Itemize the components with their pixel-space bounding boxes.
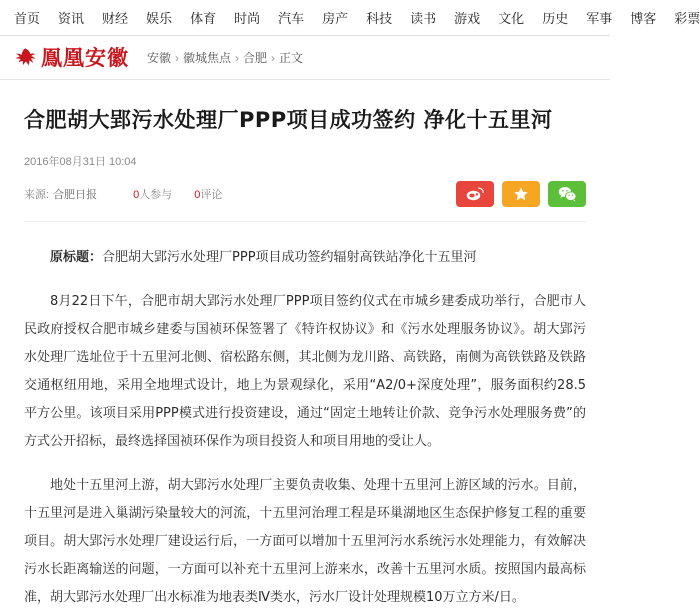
nav-item-finance[interactable]: 财经: [102, 11, 129, 26]
comments-label: 评论: [200, 189, 223, 202]
participants-count[interactable]: [133, 186, 172, 202]
article-header: [0, 80, 610, 222]
share-favorite-button[interactable]: [502, 181, 540, 207]
top-navigation-bar: [0, 0, 700, 36]
site-logo[interactable]: [14, 47, 129, 69]
participants-number: 0: [133, 189, 140, 202]
source-label: 来源:: [24, 189, 50, 202]
original-title-label: 原标题：: [50, 250, 103, 266]
page-title: 合肥胡大郢污水处理厂PPP项目成功签约 净化十五里河: [24, 108, 553, 132]
nav-item-tech[interactable]: 科技: [366, 11, 393, 26]
breadcrumb-item-huichengjiaodian[interactable]: 徽城焦点: [183, 51, 232, 65]
share-weibo-button[interactable]: [456, 181, 494, 207]
nav-item-books[interactable]: 读书: [410, 11, 437, 26]
nav-item-lottery[interactable]: 彩票: [674, 11, 700, 26]
article-paragraph-1: 8月22日下午，合肥市胡大郢污水处理厂PPP项目签约仪式在市城乡建委成功举行，合肥市人民政府授权合肥市城乡建委与国祯环保签署了《特许权协议》和《污水处理服务协议》。胡大郢污水处理厂选址位于十五里河北侧、宿松路东侧，其北侧为龙川路、高铁路，南侧为高铁铁路及铁路交通枢纽用地，采用全地埋式设计，地上为景观绿化，采用“A2/0+深度处理”，服务面积约28.5平方公里。该项目采用PPP模式进行投资建设，通过“固定土地转让价款、竞争污水处理服务费”的方式公开招标，最终选择国祯环保作为项目投资人和项目用地的受让人。: [24, 294, 586, 450]
nav-item-history[interactable]: 历史: [542, 11, 569, 26]
breadcrumb-separator: ›: [175, 50, 180, 65]
comments-count[interactable]: [194, 186, 222, 202]
nav-item-games[interactable]: 游戏: [454, 11, 481, 26]
article-source-row: [24, 181, 586, 222]
nav-item-sports[interactable]: 体育: [190, 11, 217, 26]
nav-item-realestate[interactable]: 房产: [322, 11, 349, 26]
nav-item-home[interactable]: 首页: [14, 11, 41, 26]
breadcrumb-separator: ›: [271, 50, 276, 65]
breadcrumb: [147, 49, 303, 66]
weibo-icon: [466, 187, 484, 201]
breadcrumb-item-anhui[interactable]: 安徽: [147, 51, 172, 65]
share-buttons: [448, 181, 586, 207]
original-title-paragraph: [24, 244, 586, 272]
brand-breadcrumb-bar: [0, 36, 610, 80]
original-title-text: 合肥胡大郢污水处理厂PPP项目成功签约辐射高铁站净化十五里河: [102, 250, 477, 266]
comments-number: 0: [194, 189, 201, 202]
breadcrumb-separator: ›: [235, 50, 240, 65]
nav-item-fashion[interactable]: 时尚: [234, 11, 261, 26]
participants-label: 人参与: [139, 189, 173, 202]
wechat-icon: [558, 186, 577, 202]
nav-item-culture[interactable]: 文化: [498, 11, 525, 26]
article-datetime: 2016年08月31日 10:04: [24, 156, 137, 169]
source-value[interactable]: 合肥日报: [53, 189, 98, 202]
site-brand-name: 鳯凰安徽: [41, 45, 129, 70]
nav-item-military[interactable]: 军事: [586, 11, 613, 26]
nav-item-blog[interactable]: 博客: [630, 11, 657, 26]
breadcrumb-item-hefei[interactable]: 合肥: [243, 51, 268, 65]
nav-item-news[interactable]: 资讯: [58, 11, 85, 26]
share-wechat-button[interactable]: [548, 181, 586, 207]
phoenix-icon: [14, 47, 36, 69]
nav-item-auto[interactable]: 汽车: [278, 11, 305, 26]
article-source: [24, 186, 244, 202]
star-icon: [513, 186, 529, 202]
breadcrumb-item-zhengwen: 正文: [279, 51, 304, 65]
article-paragraph-2: 地处十五里河上游，胡大郢污水处理厂主要负责收集、处理十五里河上游区域的污水。目前，十五里河是进入巢湖污染量较大的河流，十五里河治理工程是环巢湖地区生态保护修复工程的重要项目。胡大郢污水处理厂建设运行后，一方面可以增加十五里河污水系统污水处理能力，有效解决污水长距离输送的问题，一方面可以补充十五里河上游来水，改善十五里河水质。按照国内最高标准，胡大郢污水处理厂出水标准为地表类Ⅳ类水，污水厂设计处理规模10万立方米/日。: [24, 478, 586, 606]
engagement-counts: [133, 186, 244, 202]
article-body: [0, 244, 610, 612]
nav-item-entertainment[interactable]: 娱乐: [146, 11, 173, 26]
